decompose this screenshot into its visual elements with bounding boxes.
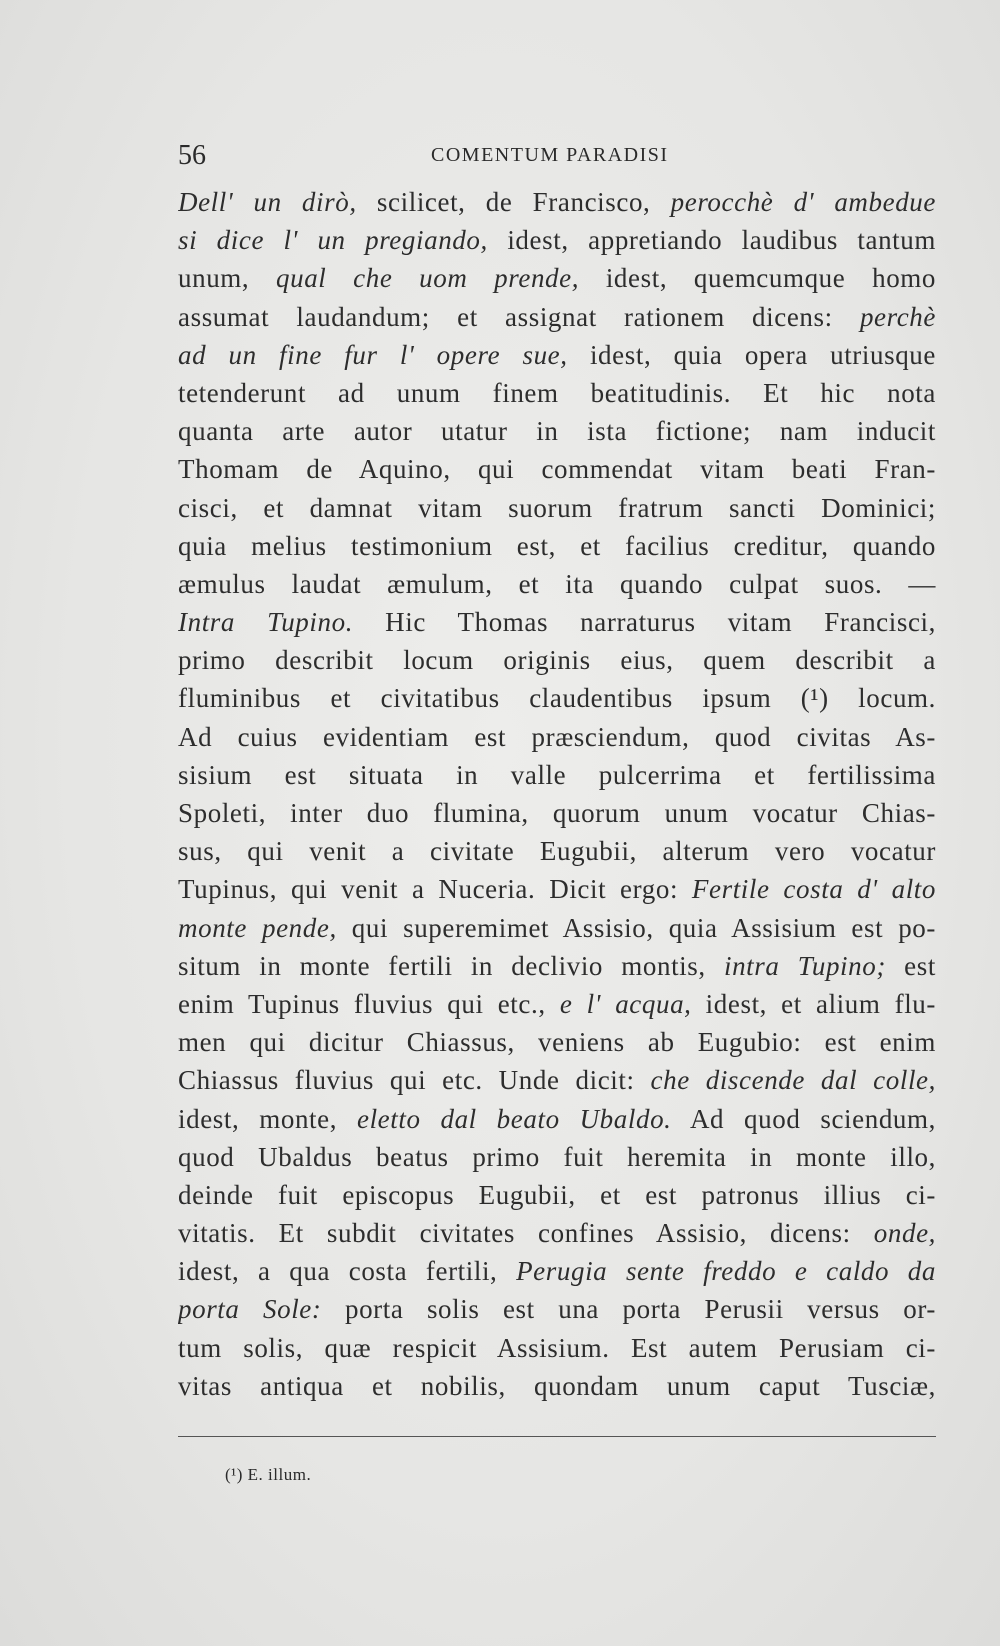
text-segment: cisci, et damnat vitam suorum fratrum sancti Dominici; [178, 492, 936, 523]
footnote-rule [178, 1436, 936, 1437]
text-line [178, 870, 936, 908]
text-line [178, 641, 936, 679]
text-segment: Ad cuius evidentiam est præsciendum, quod civitas As- [178, 721, 936, 752]
text-line [178, 221, 936, 259]
running-title: COMENTUM PARADISI [431, 144, 669, 166]
text-line [178, 718, 936, 756]
text-segment: situm in monte fertili in declivio montis, [178, 950, 724, 981]
text-segment: sus, qui venit a civitate Eugubii, alterum vero vocatur [178, 836, 936, 867]
italic-quote: ad un fine fur l' opere sue, [178, 339, 568, 370]
text-segment: Tupinus, qui venit a Nuceria. Dicit ergo: [178, 874, 692, 905]
text-segment: Spoleti, inter duo flumina, quorum unum vocatur Chias- [178, 798, 936, 828]
text-segment: æmulus laudat æmulum, et ita quando culpat suos. — [178, 568, 936, 599]
text-line [178, 1329, 936, 1367]
text-line [178, 336, 936, 374]
text-line [178, 1290, 936, 1328]
text-line [178, 450, 936, 488]
text-line [178, 985, 936, 1023]
text-segment: primo describit locum originis eius, quem describit a [178, 645, 936, 676]
text-line [178, 565, 936, 603]
italic-quote: intra Tupino; [723, 950, 886, 981]
italic-quote: Intra Tupino. [178, 607, 354, 638]
text-segment: idest, appretiando laudibus tantum [487, 225, 936, 256]
text-line [178, 909, 936, 947]
text-line [178, 1138, 936, 1176]
text-line [178, 1100, 936, 1138]
italic-quote: perchè [859, 301, 936, 332]
italic-quote: Fertile costa d' alto [691, 874, 936, 905]
text-line [178, 1367, 936, 1405]
text-line [178, 1176, 936, 1214]
text-segment: idest, quemcumque homo [579, 263, 936, 294]
italic-quote: porta Sole: [178, 1294, 322, 1325]
text-line [178, 1023, 936, 1061]
page-header [178, 140, 686, 176]
italic-quote: eletto dal beato Ubaldo. [357, 1103, 672, 1134]
text-line [178, 1061, 936, 1099]
italic-quote: e l' acqua, [559, 988, 692, 1019]
text-segment: vitatis. Et subdit civitates confines Assisio, dicens: [178, 1218, 874, 1249]
text-segment: idest, quia opera utriusque [567, 339, 936, 370]
text-line [178, 1214, 936, 1252]
text-line [178, 1252, 936, 1290]
italic-quote: Perugia sente freddo e caldo da [516, 1256, 936, 1287]
text-segment: sisium est situata in valle pulcerrima et fertilissima [178, 759, 936, 790]
italic-quote: Dell' un dirò, [178, 187, 357, 217]
text-segment: Thomam de Aquino, qui commendat vitam beati Fran- [178, 454, 936, 485]
italic-quote: onde, [873, 1218, 936, 1249]
text-segment: fluminibus et civitatibus claudentibus ipsum (¹) locum. [178, 683, 936, 714]
text-segment: Ad quod sciendum, [671, 1103, 936, 1134]
text-line [178, 183, 936, 221]
text-segment: Hic Thomas narraturus vitam Francisci, [353, 607, 936, 638]
text-segment: vitas antiqua et nobilis, quondam unum caput Tusciæ, [178, 1370, 936, 1401]
text-segment: quod Ubaldus beatus primo fuit heremita in monte illo, [178, 1141, 936, 1172]
text-segment: deinde fuit episcopus Eugubii, et est patronus illius ci- [178, 1179, 936, 1210]
text-segment: men qui dicitur Chiassus, veniens ab Eugubio: est enim [178, 1027, 936, 1058]
text-segment: tum solis, quæ respicit Assisium. Est autem Perusiam ci- [178, 1332, 936, 1363]
page-number: 56 [178, 140, 206, 171]
italic-quote: che discende dal colle, [650, 1065, 936, 1096]
text-line [178, 794, 936, 832]
text-segment: tetenderunt ad unum finem beatitudinis. Et hic nota [178, 377, 936, 408]
text-line [178, 832, 936, 870]
text-segment: qui superemimet Assisio, quia Assisium est po- [336, 912, 936, 943]
text-line [178, 298, 936, 336]
text-segment: quanta arte autor utatur in ista fictione; nam inducit [178, 416, 936, 447]
text-line [178, 679, 936, 717]
text-segment: est [885, 950, 936, 981]
text-segment: assumat laudandum; et assignat rationem dicens: [178, 301, 860, 332]
italic-quote: monte pende, [178, 912, 337, 943]
text-segment: unum, [178, 263, 276, 294]
text-line [178, 756, 936, 794]
body-text [178, 183, 936, 1405]
text-line [178, 489, 936, 527]
text-segment: idest, monte, [178, 1103, 357, 1134]
text-line [178, 259, 936, 297]
text-segment: quia melius testimonium est, et facilius creditur, quando [178, 530, 936, 561]
text-segment: porta solis est una porta Perusii versus or- [321, 1294, 936, 1325]
text-line [178, 947, 936, 985]
footnote: (¹) E. illum. [225, 1465, 312, 1484]
italic-quote: qual che uom prende, [276, 263, 580, 294]
text-line [178, 374, 936, 412]
text-segment: idest, a qua costa fertili, [178, 1256, 517, 1287]
text-segment: enim Tupinus fluvius qui etc., [178, 988, 560, 1019]
text-segment: Chiassus fluvius qui etc. Unde dicit: [178, 1065, 651, 1096]
text-line [178, 527, 936, 565]
text-line [178, 412, 936, 450]
text-segment: idest, et alium flu- [691, 988, 936, 1019]
text-segment: scilicet, de Francisco, [356, 187, 671, 217]
italic-quote: perocchè d' ambedue [670, 187, 936, 217]
text-line [178, 603, 936, 641]
italic-quote: si dice l' un pregiando, [178, 225, 488, 256]
